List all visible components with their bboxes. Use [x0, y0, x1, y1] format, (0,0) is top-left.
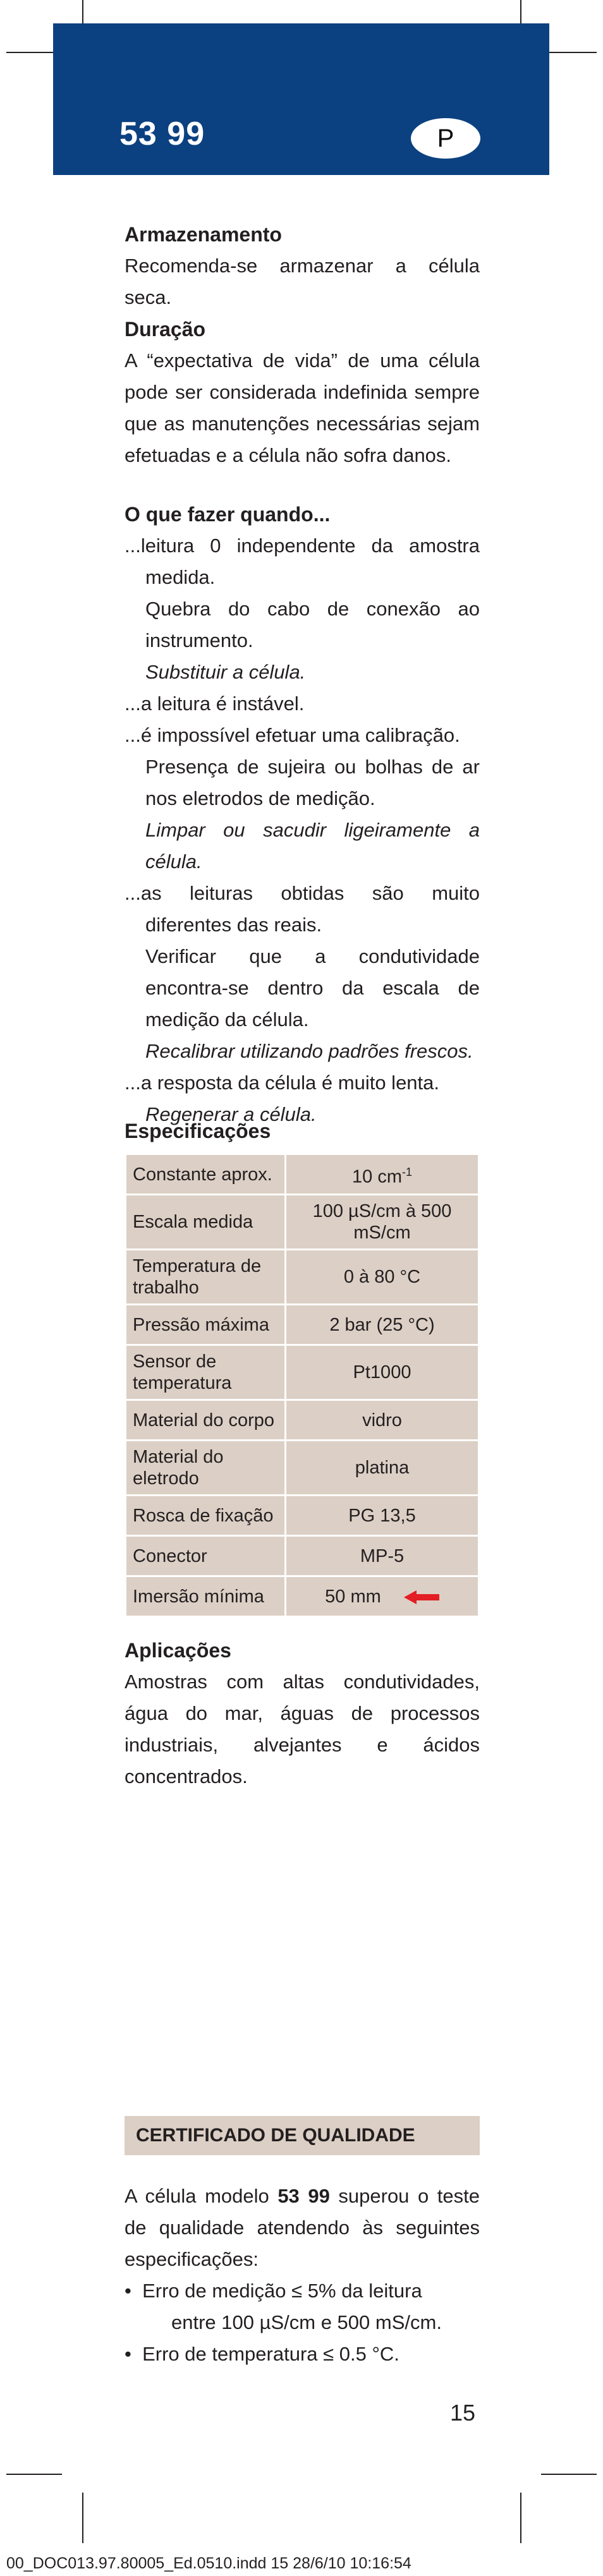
certificate-bullet: • Erro de medição ≤ 5% da leitura	[125, 2280, 422, 2302]
applications-text: Amostras com altas condutividades, água do mar, águas de processos industriais, alvejantes e ácidos concentrados.	[125, 1671, 480, 1787]
crop-mark-bottom-right	[541, 2474, 597, 2475]
crop-mark-bottom-left	[6, 2474, 62, 2475]
spec-label: Conector	[126, 1536, 286, 1576]
spec-label: Rosca de fixação	[126, 1496, 286, 1536]
spec-label: Material do eletrodo	[126, 1441, 286, 1496]
certificate-bullet-continued: entre 100 µS/cm e 500 mS/cm.	[171, 2311, 442, 2333]
duration-title: Duração	[125, 318, 206, 341]
table-row	[126, 1441, 479, 1496]
certificate-title: CERTIFICADO DE QUALIDADE	[136, 2125, 415, 2146]
issue-item: ...a resposta da célula é muito lenta.	[125, 1072, 440, 1094]
storage-section	[125, 219, 480, 313]
certificate-section	[125, 2180, 480, 2370]
spec-label: Material do corpo	[126, 1400, 286, 1441]
table-row	[126, 1496, 479, 1536]
crop-mark-top-right	[541, 52, 597, 53]
spec-value: platina	[286, 1441, 479, 1496]
model-number: 53 99	[119, 116, 205, 152]
issue-action: Substituir a célula.	[145, 661, 306, 683]
crop-mark-bottom-right	[520, 2493, 521, 2543]
certificate-bullet: • Erro de temperatura ≤ 0.5 °C.	[125, 2343, 399, 2365]
spec-value: MP-5	[286, 1536, 479, 1576]
crop-mark-bottom-left	[82, 2493, 83, 2543]
issue-cause: Presença de sujeira ou bolhas de ar nos eletrodos de medição.	[145, 756, 480, 809]
print-slug: 00_DOC013.97.80005_Ed.0510.indd 15 28/6/10 10:16:54	[6, 2555, 411, 2572]
troubleshooting-title: O que fazer quando...	[125, 503, 331, 526]
issue-item: ...as leituras obtidas são muito diferentes das reais.	[125, 882, 480, 936]
table-row	[126, 1154, 479, 1195]
issue-cause: Quebra do cabo de conexão ao instrumento.	[145, 598, 480, 651]
table-row	[126, 1345, 479, 1400]
table-row	[126, 1195, 479, 1250]
applications-section	[125, 1635, 480, 1793]
duration-text: A “expectativa de vida” de uma célula pode ser considerada indefinida sempre que as manutenções necessárias sejam efetuadas e a célula não sofra danos.	[125, 349, 480, 466]
spec-value: 0 à 80 °C	[286, 1250, 479, 1305]
issue-cause: Verificar que a condutividade encontra-se dentro da escala de medição da célula.	[145, 945, 480, 1031]
certificate-intro: A célula modelo 53 99 superou o teste de qualidade atendendo às seguintes especificações:	[125, 2185, 480, 2270]
spec-label: Imersão mínima	[126, 1576, 286, 1617]
duration-section	[125, 313, 480, 471]
red-arrow-icon	[404, 1590, 439, 1604]
table-row	[126, 1400, 479, 1441]
spec-value: 10 $cm^{-1}$	[286, 1154, 479, 1195]
issue-item: ...é impossível efetuar uma calibração.	[125, 724, 460, 746]
table-row	[126, 1250, 479, 1305]
applications-title: Aplicações	[125, 1639, 231, 1662]
spec-value: PG 13,5	[286, 1496, 479, 1536]
issue-action: Regenerar a célula.	[145, 1103, 317, 1125]
issue-action: Recalibrar utilizando padrões frescos.	[145, 1040, 473, 1062]
language-badge: P	[411, 118, 480, 159]
spec-label: Sensor de temperatura	[126, 1345, 286, 1400]
storage-title: Armazenamento	[125, 223, 282, 246]
spec-label: Pressão máxima	[126, 1305, 286, 1345]
troubleshooting-section	[125, 499, 480, 1130]
spec-value: vidro	[286, 1400, 479, 1441]
table-row	[126, 1305, 479, 1345]
issue-action: Limpar ou sacudir ligeiramente a célula.	[145, 819, 480, 873]
specs-section	[125, 1115, 480, 1618]
header-band	[53, 23, 549, 175]
spec-value: 50 mm	[286, 1576, 479, 1617]
specs-title: Especificações	[125, 1120, 271, 1142]
spec-value: 2 bar (25 °C)	[286, 1305, 479, 1345]
page-number: 15	[450, 2400, 476, 2426]
issue-item: ...leitura 0 independente da amostra medida.	[125, 535, 480, 588]
certificate-title-box	[125, 2116, 480, 2155]
issue-item: ...a leitura é instável.	[125, 692, 305, 715]
spec-label: Temperatura de trabalho	[126, 1250, 286, 1305]
spec-value: Pt1000	[286, 1345, 479, 1400]
table-row	[126, 1536, 479, 1576]
spec-value: 100 µS/cm à 500 mS/cm	[286, 1195, 479, 1250]
spec-label: Constante aprox.	[126, 1154, 286, 1195]
spec-label: Escala medida	[126, 1195, 286, 1250]
table-row	[126, 1576, 479, 1617]
specs-table	[125, 1153, 480, 1618]
storage-text: Recomenda-se armazenar a célula seca.	[125, 255, 480, 308]
